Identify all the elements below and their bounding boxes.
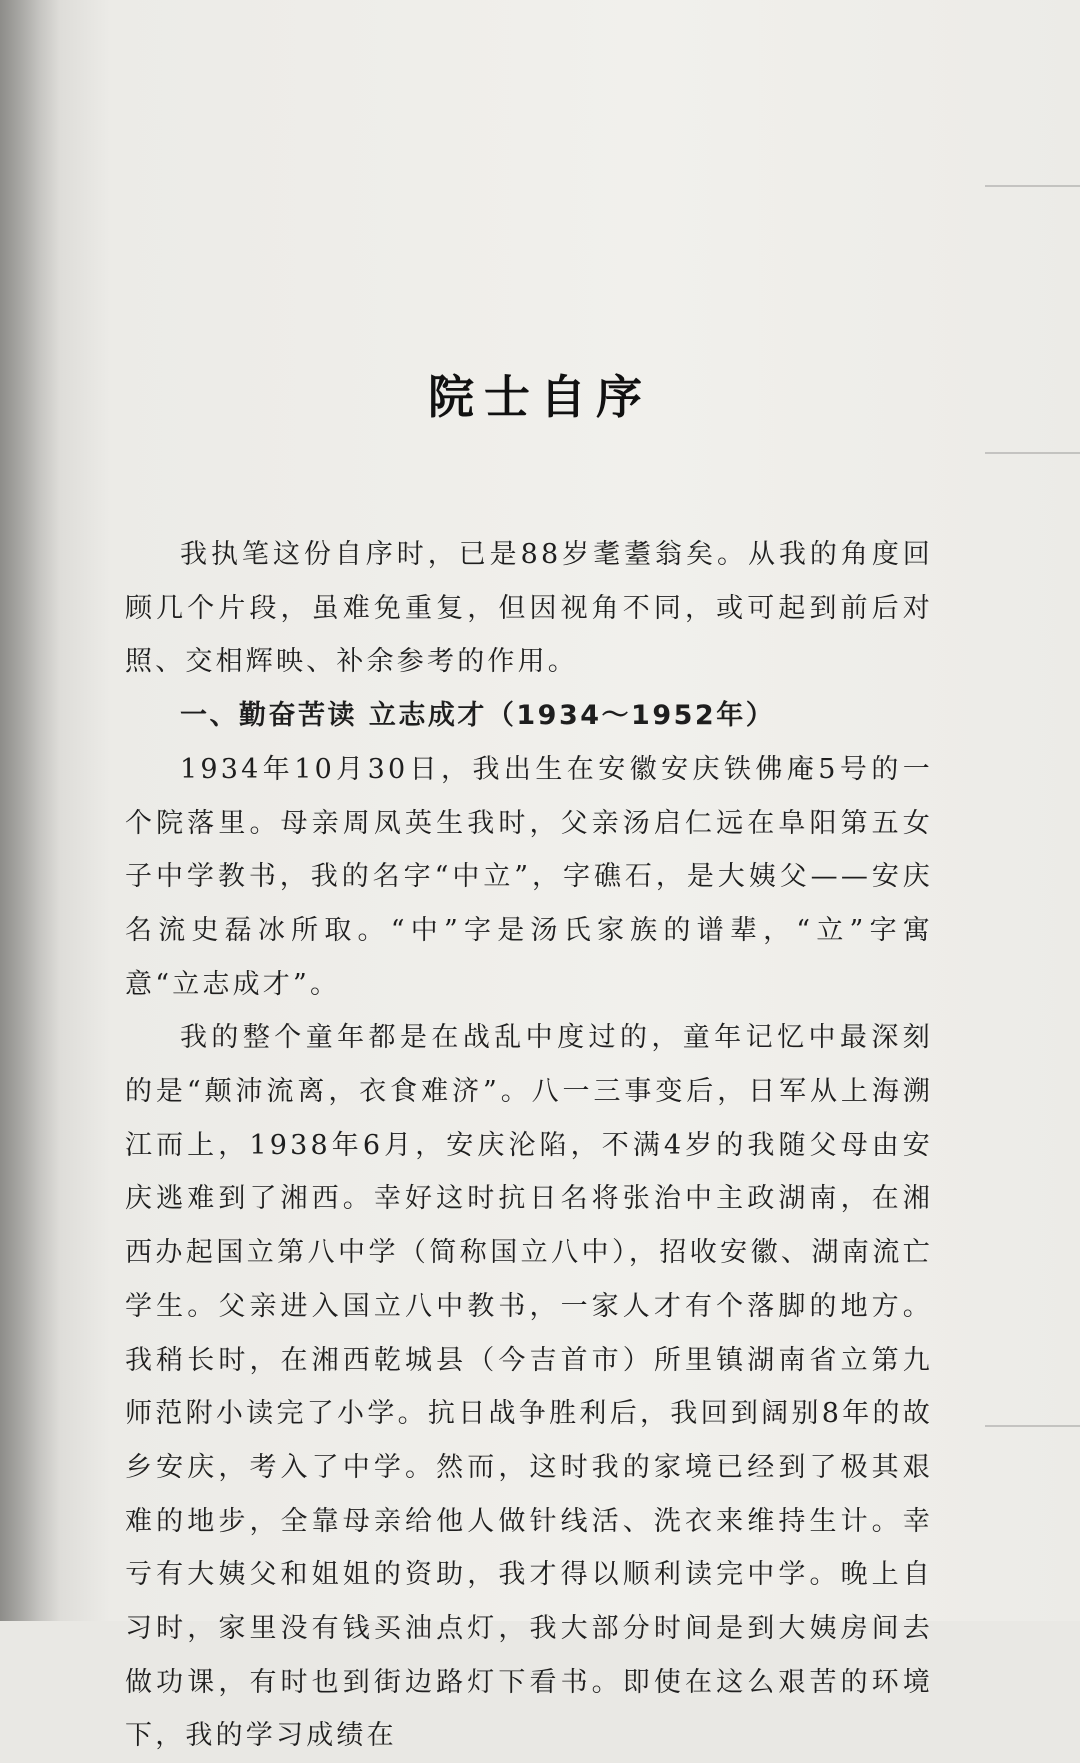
- body-text: [125, 528, 933, 1763]
- margin-rule-top: [985, 185, 1080, 187]
- margin-rule-bottom: [985, 1425, 1080, 1427]
- paragraph-childhood: 我的整个童年都是在战乱中度过的，童年记忆中最深刻的是“颠沛流离，衣食难济”。八一三事变后，日军从上海溯江而上，1938年6月，安庆沦陷，不满4岁的我随父母由安庆逃难到了湘西。幸好这时抗日名将张治中主政湖南，在湘西办起国立第八中学（简称国立八中），招收安徽、湖南流亡学生。父亲进入国立八中教书，一家人才有个落脚的地方。我稍长时，在湘西乾城县（今吉首市）所里镇湖南省立第九师范附小读完了小学。抗日战争胜利后，我回到阔别8年的故乡安庆，考入了中学。然而，这时我的家境已经到了极其艰难的地步，全靠母亲给他人做针线活、洗衣来维持生计。幸亏有大姨父和姐姐的资助，我才得以顺利读完中学。晚上自习时，家里没有钱买油点灯，我大部分时间是到大姨房间去做功课，有时也到街边路灯下看书。即使在这么艰苦的环境下，我的学习成绩在: [125, 1022, 933, 1752]
- paragraph-intro: 我执笔这份自序时，已是88岁耄耋翁矣。从我的角度回顾几个片段，虽难免重复，但因视角不同，或可起到前后对照、交相辉映、补余参考的作用。: [125, 539, 933, 678]
- page-title: 院士自序: [428, 369, 652, 424]
- margin-rule-middle: [985, 452, 1080, 454]
- spine-shadow: [0, 0, 60, 1621]
- paragraph-birth: 1934年10月30日，我出生在安徽安庆铁佛庵5号的一个院落里。母亲周凤英生我时，父亲汤启仁远在阜阳第五女子中学教书，我的名字“中立”，字礁石，是大姨父——安庆名流史磊冰所取。“中”字是汤氏家族的谱辈，“立”字寓意“立志成才”。: [125, 753, 933, 1000]
- section-heading: 一、勤奋苦读 立志成才（1934～1952年）: [180, 700, 776, 732]
